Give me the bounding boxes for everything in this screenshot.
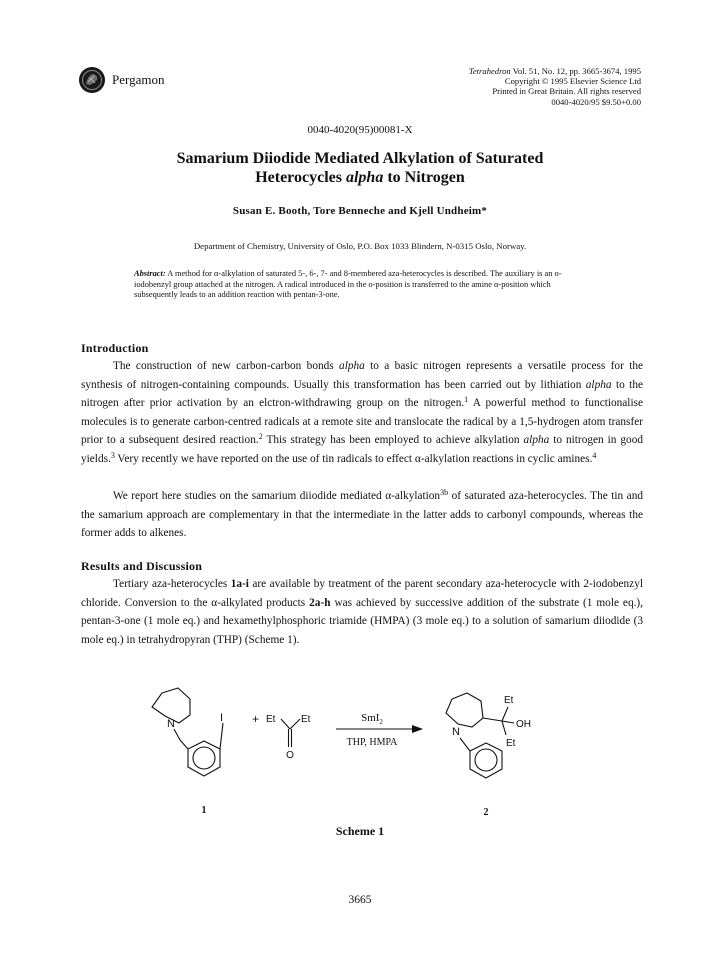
reference-4: 4	[592, 450, 597, 460]
text-run: A powerful method to functionalise molecules is to generate carbon-centred radicals at a remote site and translocate the radical by a 1,5-hydrogen atom transfer prior to a subsequent desired reaction.	[81, 397, 643, 447]
scheme-caption: Scheme 1	[335, 824, 385, 838]
section-heading-results: Results and Discussion	[81, 559, 203, 573]
text-run: of saturated aza-heterocycles. The tin and the samarium approach are complementary in that the intermediate in the latter adds to carbonyl compounds, whereas the former adds to alkenes.	[81, 490, 643, 540]
piperidine-ring-2	[446, 693, 483, 727]
ring-carbinol-bond	[483, 718, 502, 721]
compound-ref: 1a-i	[230, 578, 249, 590]
doi-code: 0040-4020(95)00081-X	[307, 124, 413, 136]
reagent-conditions: THP, HMPA	[346, 737, 398, 748]
ketone-bond-right	[290, 719, 300, 729]
n-atom-2: N	[452, 726, 460, 738]
text-run: Very recently we have reported on the use of tin radicals to effect α-alkylation reactions in cyclic amines.	[114, 452, 593, 465]
reference-1: 1	[464, 395, 469, 405]
ketone-bond-left	[281, 719, 290, 729]
abstract	[134, 269, 594, 301]
title-italic: alpha	[345, 169, 384, 186]
journal-info	[469, 66, 641, 107]
journal-citation-rest: Vol. 51, No. 12, pp. 3665-3674, 1995	[510, 66, 641, 76]
abstract-text: A method for α-alkylation of saturated 5-, 6-, 7- and 8-membered aza-heterocycles is described. The auxiliary is an o-iodobenzyl group attached at the nitrogen. A radical introduced in the o-position is transferred to the amine α-position which subsequently leads to an addition reaction with pentan-3-one.	[134, 269, 562, 300]
journal-citation	[469, 66, 641, 76]
hydroxyl-group: OH	[516, 719, 531, 730]
n-atom-1: N	[167, 718, 175, 730]
title-part: Heterocycles	[255, 169, 346, 186]
price-code-line: 0040-4020/95 $9.50+0.00	[551, 96, 641, 107]
intro-paragraph-1	[81, 357, 643, 469]
title-line-1: Samarium Diiodide Mediated Alkylation of Saturated	[176, 150, 544, 167]
reagent-smi: SmI	[361, 712, 380, 724]
text-italic: alpha	[585, 378, 612, 391]
text-run: We report here studies on the samarium diiodide mediated α-alkylation	[113, 490, 441, 502]
carbinol-oh-bond	[502, 721, 514, 723]
scheme-1-diagram	[140, 685, 580, 830]
title-line-2	[0, 168, 720, 187]
section-heading-introduction: Introduction	[81, 341, 149, 355]
page-number: 3665	[348, 894, 372, 906]
text-run: This strategy has been employed to achieve alkylation	[262, 434, 524, 447]
reagent-smi2	[361, 712, 383, 726]
copyright-line: Copyright © 1995 Elsevier Science Ltd	[504, 76, 641, 87]
publisher-logo-icon	[78, 66, 106, 94]
paper-title	[0, 149, 720, 187]
text-run: are available by treatment of the parent secondary aza-heterocycle with 2-iodobenzyl chloride. Conversion to the α-alkylated products	[81, 578, 643, 609]
results-paragraph-1	[81, 575, 643, 649]
compound-ref: 2a-h	[309, 596, 331, 609]
ethyl-bottom: Et	[506, 738, 516, 749]
ethyl-left: Et	[266, 714, 276, 725]
text-run: Tertiary aza-heterocycles	[113, 578, 231, 590]
carbinol-et-bond	[502, 707, 508, 721]
author-list: Susan E. Booth, Tore Benneche and Kjell Undheim*	[232, 205, 488, 217]
ethyl-right: Et	[301, 714, 311, 725]
reagent-subscript: 2	[379, 718, 383, 726]
reference-3b: 3b	[440, 488, 449, 497]
text-italic: alpha	[523, 434, 550, 447]
compound-label-2: 2	[483, 807, 489, 818]
journal-name: Tetrahedron	[468, 66, 511, 76]
text-run: was achieved by successive addition of the substrate (1 mole eq.), pentan-3-one (1 mole eq.) and hexamethylphosphoric triamide (HMPA) (3 mole eq.) to a solution of samarium diiodide (3 mole eq.) in tetrahydropyran (THP) (Scheme 1).	[81, 596, 644, 646]
reference-2: 2	[258, 432, 263, 442]
ethyl-top: Et	[504, 695, 514, 706]
text-run: The construction of new carbon-carbon bonds	[113, 360, 340, 372]
compound-label-1: 1	[201, 805, 207, 816]
publisher-name: Pergamon	[112, 72, 165, 87]
oxygen-atom: O	[286, 750, 294, 761]
n-ch2-bond	[174, 729, 180, 740]
aromatic-circle-1	[193, 747, 215, 769]
title-part: to Nitrogen	[383, 169, 465, 186]
text-run: to the nitrogen after prior activation by an elctron-withdrawing group on the nitrogen.	[81, 378, 643, 410]
text-run: to a basic nitrogen represents a versatile process for the synthesis of nitrogen-containing compounds. Usually this transformation has been carried out by lithiation	[81, 360, 643, 391]
carbinol-et2-bond	[502, 721, 506, 735]
rights-line: Printed in Great Britain. All rights reserved	[492, 86, 641, 97]
iodine-atom: I	[220, 712, 224, 724]
text-italic: alpha	[339, 360, 365, 372]
n-ch2-bond-2	[460, 738, 470, 751]
text-run: to nitrogen in good yields.	[81, 434, 643, 465]
aromatic-circle-2	[475, 749, 497, 771]
intro-paragraph-2	[81, 487, 643, 543]
arrow-head-icon	[412, 725, 423, 733]
c-i-bond	[220, 723, 223, 749]
plus-sign: +	[252, 712, 260, 726]
abstract-label: Abstract:	[134, 269, 166, 278]
reference-3: 3	[110, 450, 115, 460]
ch2-aryl-bond	[180, 740, 188, 749]
affiliation: Department of Chemistry, University of Oslo, P.O. Box 1033 Blindern, N-0315 Oslo, Norway.	[193, 241, 527, 251]
